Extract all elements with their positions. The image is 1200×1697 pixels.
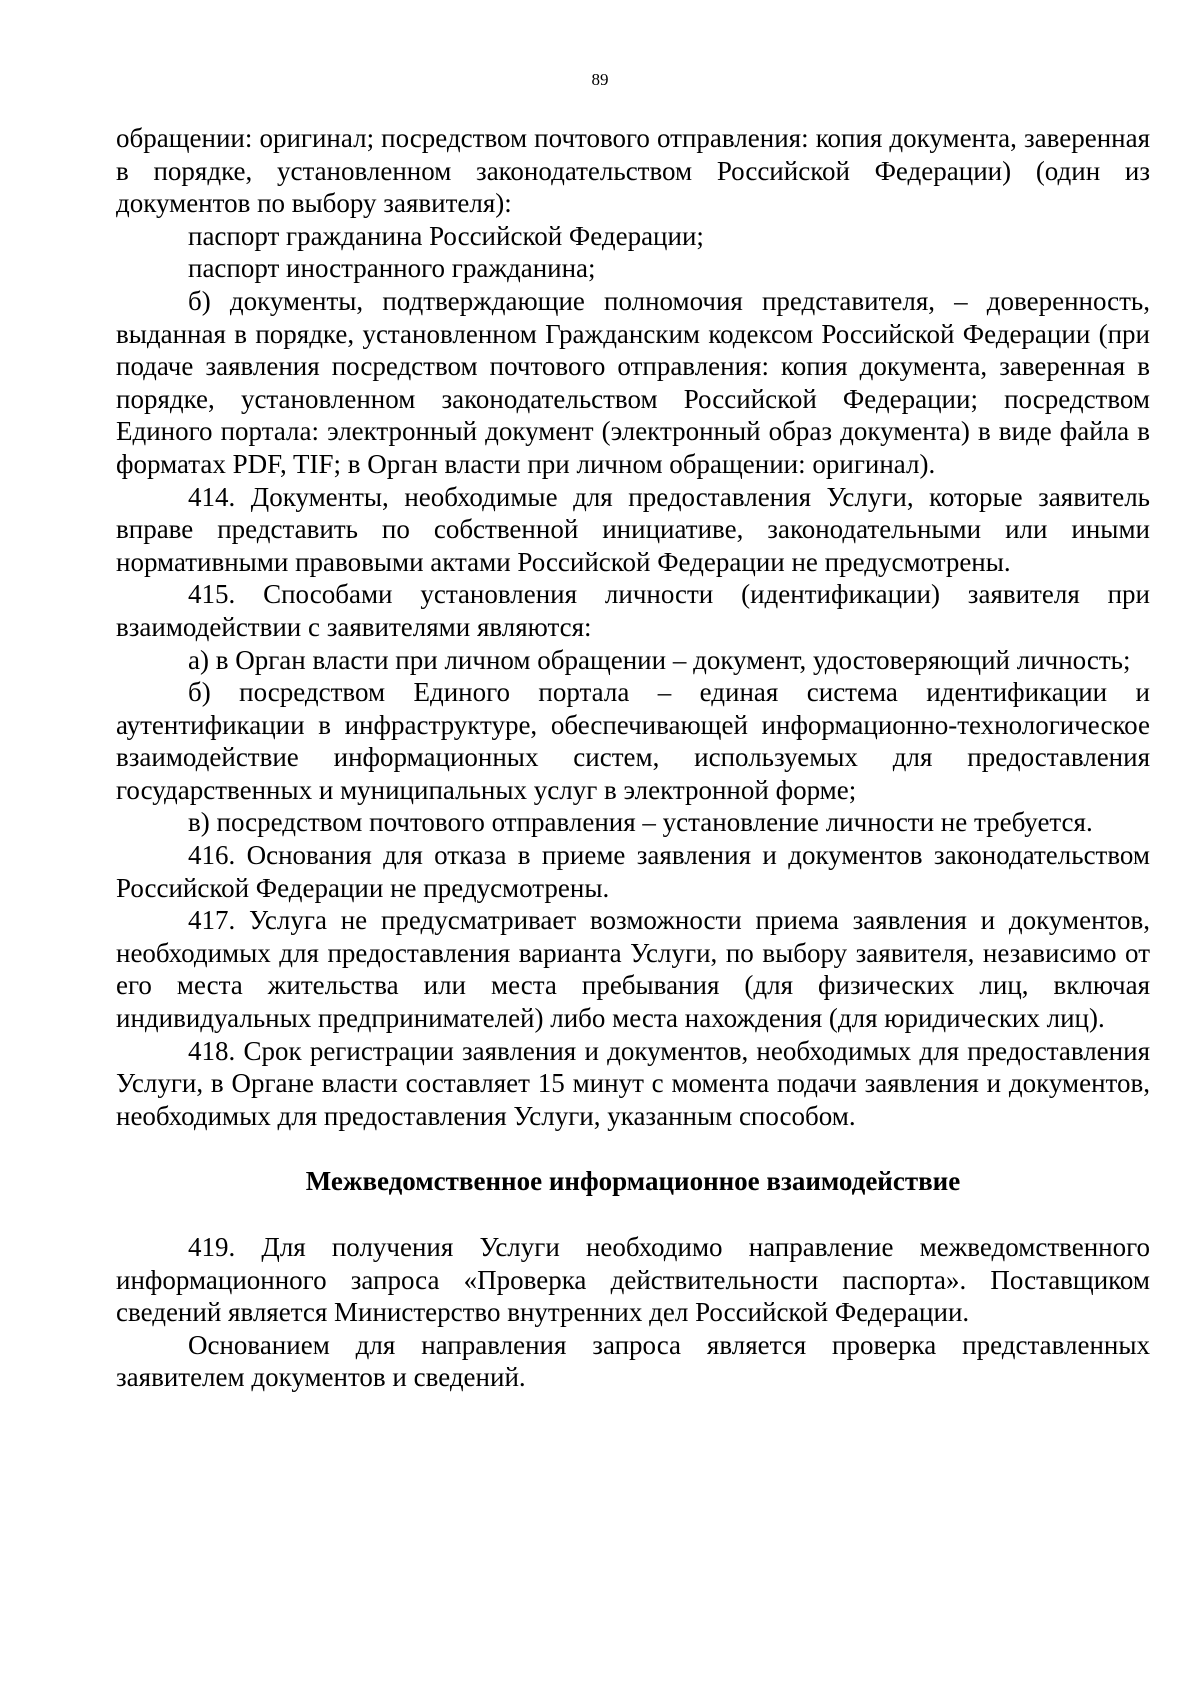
paragraph-416: 416. Основания для отказа в приеме заявления и документов законодательством Российской Федерации не предусмотрены. [116,840,1150,903]
paragraph-417: 417. Услуга не предусматривает возможности приема заявления и документов, необходимых для предоставления варианта Услуги, по выбору заявителя, независимо от его места жительства или места пребывания (для физических лиц, включая индивидуальных предпринимателей) либо места нахождения (для юридических лиц). [116,905,1150,1034]
paragraph-415-a: а) в Орган власти при личном обращении – документ, удостоверяющий личность; [188,644,1131,675]
paragraph-415-b: б) посредством Единого портала – единая система идентификации и аутентификации в инфраструктуре, обеспечивающей информационно-технологическое взаимодействие информационных систем, используемых для предоставления государственных и муниципальных услуг в электронной форме; [116,677,1150,805]
paragraph-continuation: обращении: оригинал; посредством почтового отправления: копия документа, заверенная в порядке, установленном законодательством Российской Федерации) (один из документов по выбору заявителя): [116,123,1150,219]
paragraph-415: 415. Способами установления личности (идентификации) заявителя при взаимодействии с заявителями являются: [116,579,1150,642]
document-body [116,122,1150,1394]
spacer [116,1198,1150,1231]
paragraph-419: 419. Для получения Услуги необходимо направление межведомственного информационного запроса «Проверка действительности паспорта». Поставщиком сведений является Министерство внутренних дел Российской Федерации. [116,1232,1150,1328]
paragraph-418: 418. Срок регистрации заявления и документов, необходимых для предоставления Услуги, в Органе власти составляет 15 минут с момента подачи заявления и документов, необходимых для предоставления Услуги, указанным способом. [116,1035,1150,1131]
paragraph-414: 414. Документы, необходимые для предоставления Услуги, которые заявитель вправе представить по собственной инициативе, законодательными или иными нормативными правовыми актами Российской Федерации не предусмотрены. [116,481,1150,577]
paragraph-415-v: в) посредством почтового отправления – установление личности не требуется. [188,807,1093,838]
paragraph-representative-documents: б) документы, подтверждающие полномочия представителя, – доверенность, выданная в порядке, установленном Гражданским кодексом Российской Федерации (при подаче заявления посредством почтового отправления: копия документа, заверенная в порядке, установленном законодательством Российской Федерации; посредством Единого портала: электронный документ (электронный образ документа) в виде файла в форматах PDF, TIF; в Орган власти при личном обращении: оригинал). [116,285,1150,479]
paragraph-passport-rf: паспорт гражданина Российской Федерации; [188,220,704,251]
spacer [116,1132,1150,1165]
page-number: 89 [591,70,609,89]
section-heading: Межведомственное информационное взаимодействие [305,1166,961,1197]
paragraph-request-basis: Основанием для направления запроса является проверка представленных заявителем документов и сведений. [116,1329,1150,1393]
paragraph-passport-foreign: паспорт иностранного гражданина; [188,253,596,284]
